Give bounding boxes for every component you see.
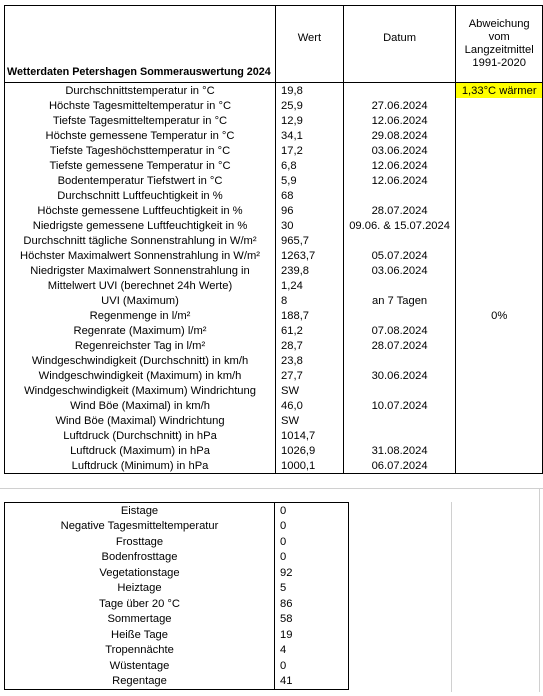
row-value: 239,8: [276, 263, 344, 278]
table-row: [5, 158, 543, 173]
row-label: Durchschnitt Luftfeuchtigkeit in %: [5, 188, 276, 203]
row-value: 27,7: [276, 368, 344, 383]
row-deviation: 0%: [456, 308, 543, 323]
row-deviation: [456, 248, 543, 263]
table-title: Wetterdaten Petershagen Sommerauswertung 2024: [5, 6, 276, 83]
row-date: 10.07.2024: [371, 399, 428, 412]
row-date: 28.07.2024: [371, 339, 428, 352]
table-row: [5, 248, 543, 263]
row-date: [343, 428, 456, 443]
table-row: [5, 581, 349, 597]
row-deviation: [456, 323, 543, 338]
table-row: [5, 338, 543, 353]
day-count-value: 19: [275, 627, 349, 643]
table-row: [5, 113, 543, 128]
day-count-value: 0: [275, 503, 349, 519]
day-count-value: 5: [275, 581, 349, 597]
row-label: Tiefste gemessene Temperatur in °C: [5, 158, 276, 173]
column-header-deviation: Abweichung vom Langzeitmittel 1991-2020: [456, 6, 543, 83]
row-deviation: [456, 338, 543, 353]
day-count-value: 41: [275, 674, 349, 690]
table-row: [5, 565, 349, 581]
row-label: Windgeschwindigkeit (Maximum) in km/h: [5, 368, 276, 383]
day-count-value: 92: [275, 565, 349, 581]
day-count-label: Eistage: [5, 503, 275, 519]
row-value: 17,2: [276, 143, 344, 158]
row-label: Luftdruck (Maximum) in hPa: [5, 443, 276, 458]
row-value: 1,24: [276, 278, 344, 293]
row-value: 1263,7: [276, 248, 344, 263]
day-count-label: Regentage: [5, 674, 275, 690]
day-count-value: 0: [275, 519, 349, 535]
row-deviation: [456, 188, 543, 203]
row-date: 12.06.2024: [371, 174, 428, 187]
row-value: 19,8: [276, 83, 344, 99]
row-label: Windgeschwindigkeit (Durchschnitt) in km/h: [5, 353, 276, 368]
day-count-label: Frosttage: [5, 534, 275, 550]
row-value: 5,9: [276, 173, 344, 188]
row-deviation: [456, 143, 543, 158]
row-date: [343, 278, 456, 293]
day-count-value: 58: [275, 612, 349, 628]
day-count-label: Tropennächte: [5, 643, 275, 659]
row-value: 12,9: [276, 113, 344, 128]
table-row: [5, 293, 543, 308]
row-date: 31.08.2024: [371, 444, 428, 457]
row-deviation: [456, 218, 543, 233]
row-value: 28,7: [276, 338, 344, 353]
table-row: [5, 233, 543, 248]
row-date: 27.06.2024: [371, 99, 428, 112]
row-deviation: [456, 353, 543, 368]
row-deviation: [456, 173, 543, 188]
row-value: 68: [276, 188, 344, 203]
row-deviation: 1,33°C wärmer: [456, 83, 543, 99]
table-row: [5, 674, 349, 690]
table-row: [5, 428, 543, 443]
row-label: Tiefste Tageshöchsttemperatur in °C: [5, 143, 276, 158]
row-deviation: [456, 458, 543, 474]
row-label: Höchste Tagesmitteltemperatur in °C: [5, 98, 276, 113]
column-header-date: Datum: [343, 6, 456, 83]
row-date: [343, 413, 456, 428]
row-label: Wind Böe (Maximal) Windrichtung: [5, 413, 276, 428]
row-deviation: [456, 428, 543, 443]
row-value: 1026,9: [276, 443, 344, 458]
row-label: Höchste gemessene Luftfeuchtigkeit in %: [5, 203, 276, 218]
day-count-value: 0: [275, 550, 349, 566]
row-label: Durchschnitt tägliche Sonnenstrahlung in W/m²: [5, 233, 276, 248]
table-row: [5, 98, 543, 113]
row-value: 188,7: [276, 308, 344, 323]
row-date: 06.07.2024: [343, 458, 456, 474]
day-count-label: Bodenfrosttage: [5, 550, 275, 566]
table-row: [5, 503, 349, 519]
row-value: 1000,1: [276, 458, 344, 474]
row-label: Höchste gemessene Temperatur in °C: [5, 128, 276, 143]
row-label: Durchschnittstemperatur in °C: [5, 83, 276, 99]
row-deviation: [456, 263, 543, 278]
row-deviation: [456, 203, 543, 218]
day-count-label: Negative Tagesmitteltemperatur: [5, 519, 275, 535]
row-label: Mittelwert UVI (berechnet 24h Werte): [5, 278, 276, 293]
row-value: 6,8: [276, 158, 344, 173]
table-row: [5, 398, 543, 413]
row-label: Regenreichster Tag in l/m²: [5, 338, 276, 353]
row-value: 61,2: [276, 323, 344, 338]
row-label: Wind Böe (Maximal) in km/h: [5, 398, 276, 413]
table-row: [5, 658, 349, 674]
table-row: [5, 612, 349, 628]
row-value: 96: [276, 203, 344, 218]
day-count-value: 4: [275, 643, 349, 659]
row-date: 07.08.2024: [371, 324, 428, 337]
table-row: [5, 83, 543, 99]
table-row: [5, 308, 543, 323]
row-label: Luftdruck (Minimum) in hPa: [5, 458, 276, 474]
table-row: [5, 413, 543, 428]
day-count-label: Sommertage: [5, 612, 275, 628]
row-deviation: [456, 383, 543, 398]
row-value: 25,9: [276, 98, 344, 113]
header-row: [5, 6, 543, 83]
row-date: [343, 233, 456, 248]
row-value: 1014,7: [276, 428, 344, 443]
row-date: [343, 83, 456, 99]
row-value: 46,0: [276, 398, 344, 413]
row-date: 29.08.2024: [371, 129, 428, 142]
row-date: [343, 188, 456, 203]
row-date: 03.06.2024: [371, 144, 428, 157]
row-value: 23,8: [276, 353, 344, 368]
day-counts-table: [4, 502, 349, 690]
row-date: [343, 383, 456, 398]
table-row: [5, 188, 543, 203]
row-label: Höchster Maximalwert Sonnenstrahlung in W/m²: [5, 248, 276, 263]
row-value: 8: [276, 293, 344, 308]
table-row: [5, 383, 543, 398]
table-row: [5, 643, 349, 659]
row-label: Regenmenge in l/m²: [5, 308, 276, 323]
row-label: UVI (Maximum): [5, 293, 276, 308]
row-date: [343, 353, 456, 368]
row-deviation: [456, 293, 543, 308]
row-deviation: [456, 233, 543, 248]
row-value: 30: [276, 218, 344, 233]
row-date: 09.06. & 15.07.2024: [349, 219, 450, 232]
row-value: 34,1: [276, 128, 344, 143]
row-date: [343, 308, 456, 323]
row-deviation: [456, 98, 543, 113]
row-deviation: [456, 443, 543, 458]
row-date: 12.06.2024: [371, 114, 428, 127]
table-row: [5, 368, 543, 383]
table-row: [5, 323, 543, 338]
row-value: SW: [276, 413, 344, 428]
row-date: 30.06.2024: [371, 369, 428, 382]
row-label: Niedrigste gemessene Luftfeuchtigkeit in %: [5, 218, 276, 233]
row-deviation: [456, 158, 543, 173]
row-label: Niedrigster Maximalwert Sonnenstrahlung in: [5, 263, 276, 278]
day-count-label: Tage über 20 °C: [5, 596, 275, 612]
table-row: [5, 596, 349, 612]
row-deviation: [456, 398, 543, 413]
table-row: [5, 519, 349, 535]
row-date: 28.07.2024: [371, 204, 428, 217]
row-deviation: [456, 413, 543, 428]
table-row: [5, 443, 543, 458]
row-label: Tiefste Tagesmitteltemperatur in °C: [5, 113, 276, 128]
row-deviation: [456, 113, 543, 128]
table-row: [5, 353, 543, 368]
table-row: [5, 263, 543, 278]
table-row: [5, 458, 543, 474]
table-row: [5, 128, 543, 143]
row-label: Regenrate (Maximum) l/m²: [5, 323, 276, 338]
row-date: 05.07.2024: [371, 249, 428, 262]
row-date: 03.06.2024: [371, 264, 428, 277]
table-row: [5, 143, 543, 158]
row-label: Windgeschwindigkeit (Maximum) Windrichtung: [5, 383, 276, 398]
table-row: [5, 218, 543, 233]
weather-summary-table: [4, 5, 543, 474]
row-value: 965,7: [276, 233, 344, 248]
day-count-value: 86: [275, 596, 349, 612]
table-row: [5, 534, 349, 550]
column-header-value: Wert: [276, 6, 344, 83]
table-row: [5, 627, 349, 643]
row-deviation: [456, 368, 543, 383]
table-row: [5, 278, 543, 293]
row-date: 12.06.2024: [371, 159, 428, 172]
day-count-label: Heiztage: [5, 581, 275, 597]
day-count-label: Wüstentage: [5, 658, 275, 674]
row-label: Bodentemperatur Tiefstwert in °C: [5, 173, 276, 188]
row-date: an 7 Tagen: [371, 294, 428, 307]
table-row: [5, 550, 349, 566]
table-row: [5, 173, 543, 188]
table-row: [5, 203, 543, 218]
day-count-label: Heiße Tage: [5, 627, 275, 643]
day-count-value: 0: [275, 658, 349, 674]
row-label: Luftdruck (Durchschnitt) in hPa: [5, 428, 276, 443]
day-count-label: Vegetationstage: [5, 565, 275, 581]
row-deviation: [456, 278, 543, 293]
row-value: SW: [276, 383, 344, 398]
row-deviation: [456, 128, 543, 143]
day-count-value: 0: [275, 534, 349, 550]
